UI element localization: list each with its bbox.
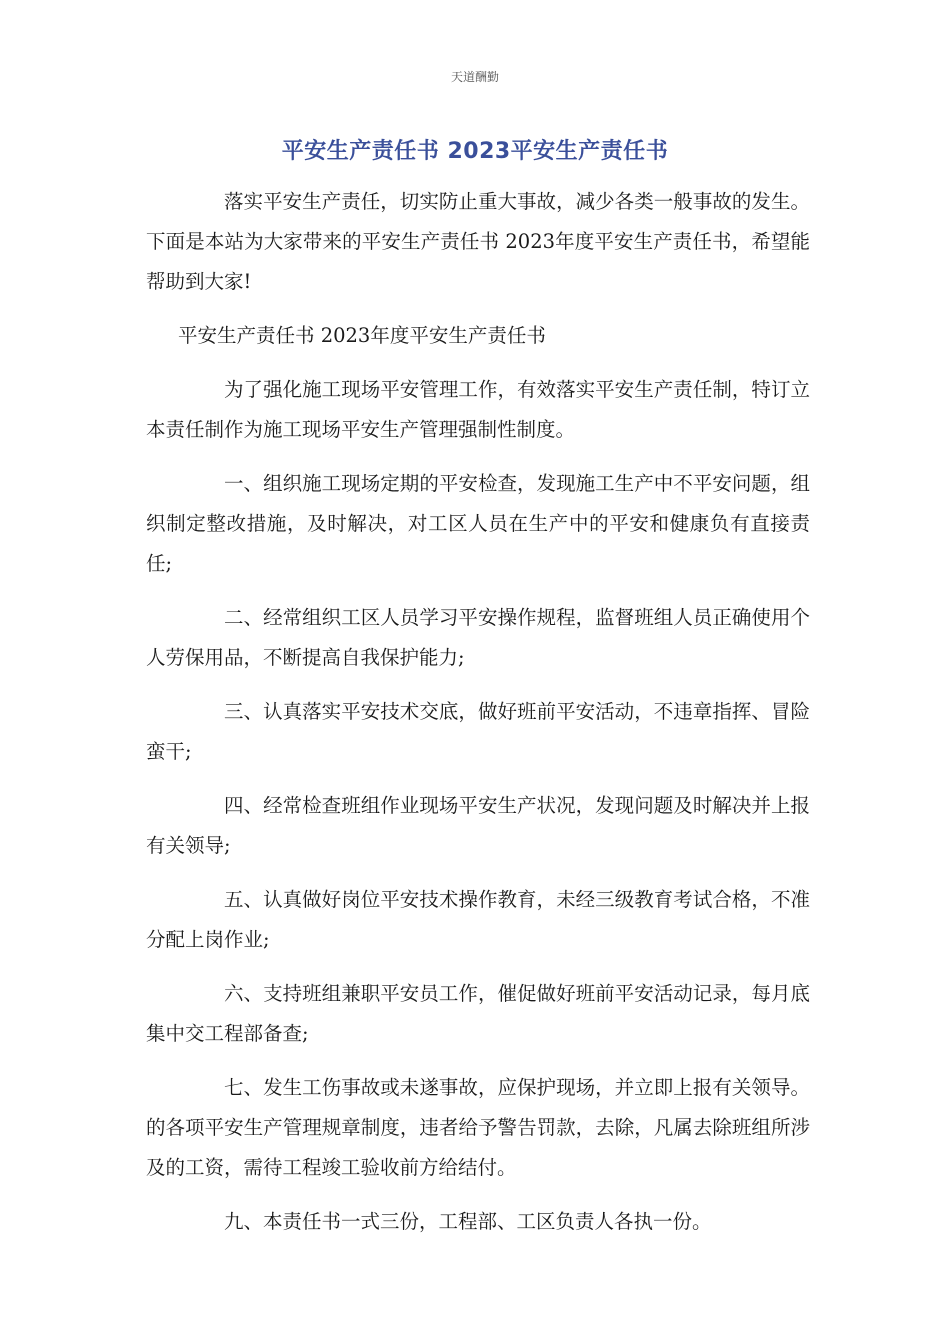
clause-5: 五、认真做好岗位平安技术操作教育，未经三级教育考试合格，不准分配上岗作业; [146, 888, 810, 951]
clause-3: 三、认真落实平安技术交底，做好班前平安活动，不违章指挥、冒险蛮干; [146, 700, 810, 763]
clause-7: 七、发生工伤事故或未遂事故，应保护现场，并立即上报有关领导。的各项平安生产管理规章制度，违者给予警告罚款，去除，凡属去除班组所涉及的工资，需待工程竣工验收前方给结付。 [146, 1076, 810, 1179]
clause-9: 九、本责任书一式三份，工程部、工区负责人各执一份。 [224, 1210, 712, 1233]
clause-2: 二、经常组织工区人员学习平安操作规程，监督班组人员正确使用个人劳保用品，不断提高自我保护能力; [146, 606, 810, 669]
clause-6: 六、支持班组兼职平安员工作，催促做好班前平安活动记录，每月底集中交工程部备查; [146, 982, 810, 1045]
document-body [146, 182, 810, 1256]
header-note: 天道酬勤 [450, 70, 499, 84]
intro-paragraph: 落实平安生产责任，切实防止重大事故，减少各类一般事故的发生。下面是本站为大家带来的平安生产责任书 2023年度平安生产责任书，希望能帮助到大家! [146, 190, 810, 293]
document-title: 平安生产责任书 2023平安生产责任书 [281, 139, 669, 164]
clause-1: 一、组织施工现场定期的平安检查，发现施工生产中不平安问题，组织制定整改措施，及时解决，对工区人员在生产中的平安和健康负有直接责任; [146, 472, 810, 575]
clause-4: 四、经常检查班组作业现场平安生产状况，发现问题及时解决并上报有关领导; [146, 794, 810, 857]
preamble-paragraph: 为了强化施工现场平安管理工作，有效落实平安生产责任制，特订立本责任制作为施工现场平安生产管理强制性制度。 [146, 378, 810, 441]
section-subtitle: 平安生产责任书 2023年度平安生产责任书 [178, 324, 546, 347]
